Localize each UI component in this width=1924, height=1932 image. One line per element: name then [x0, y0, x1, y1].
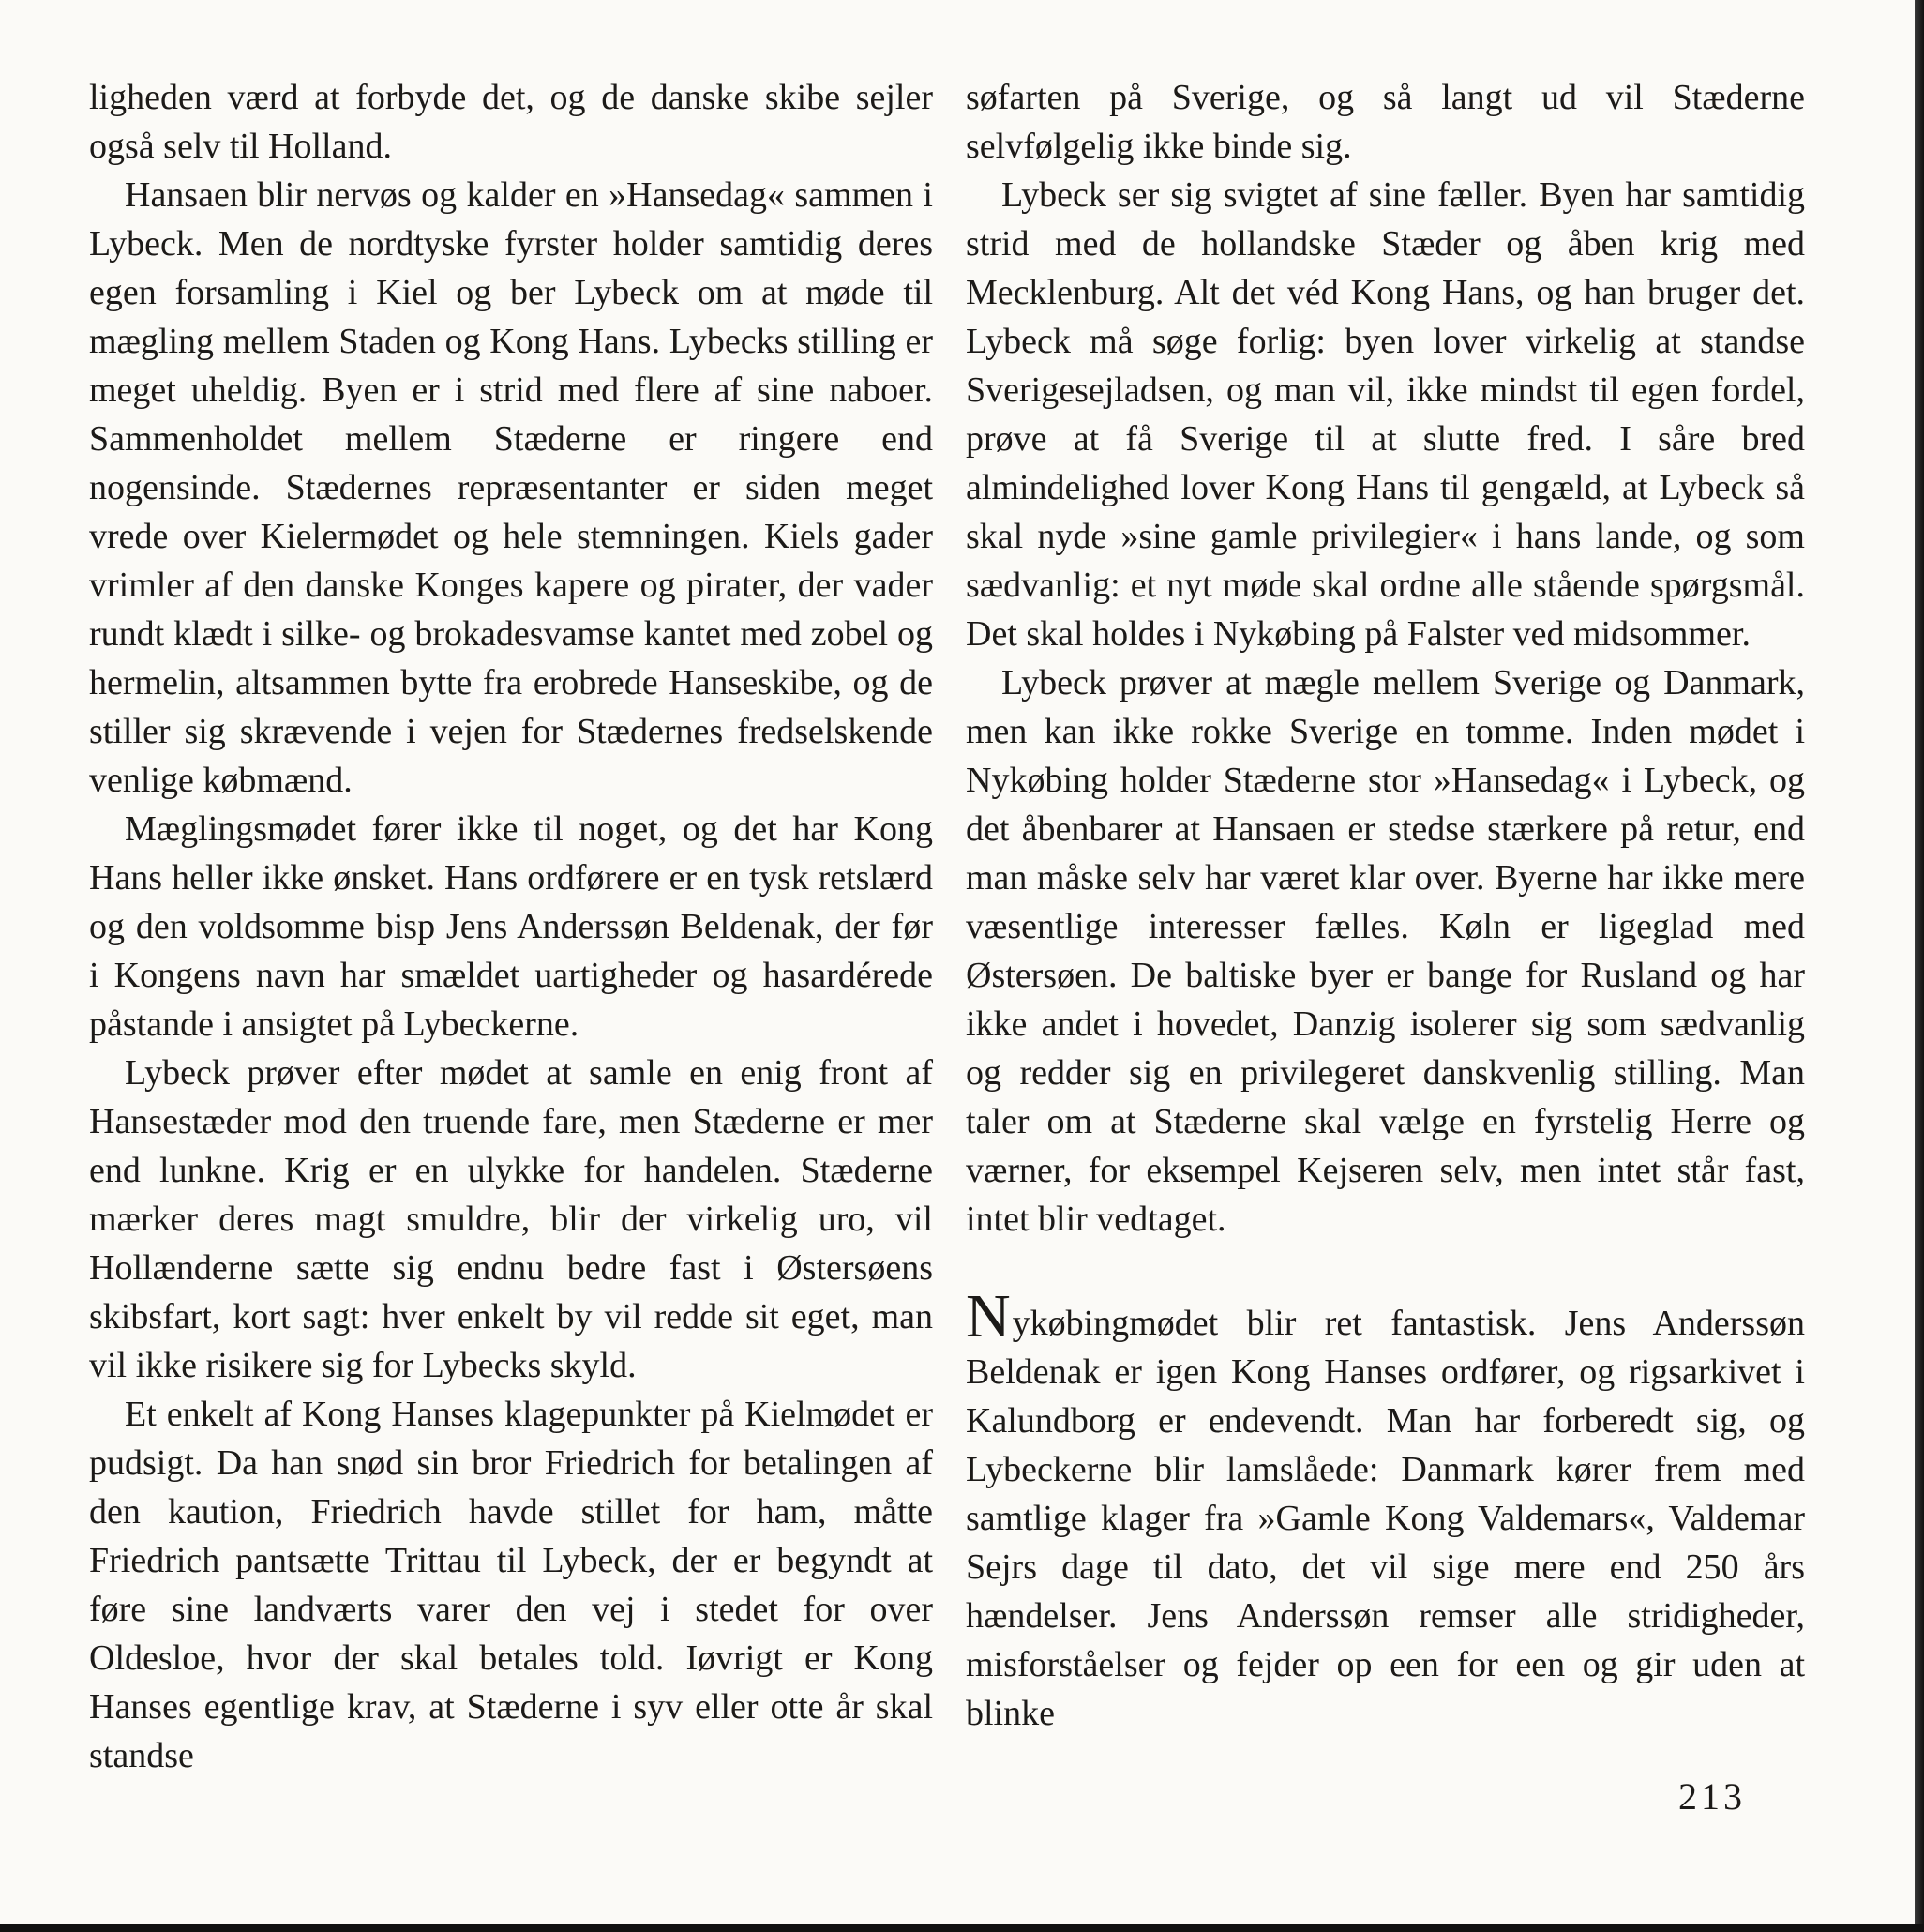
- right-column: [966, 73, 1805, 1738]
- paragraph: Mæglingsmødet fører ikke til noget, og det har Kong Hans heller ikke ønsket. Hans ordførere er en tysk retslærd og den voldsomme bisp Jens Anderssøn Beldenak, der før i Kongens navn har smældet uartigheder og hasardérede påstande i ansigtet på Lybeckerne.: [89, 809, 933, 1044]
- paragraph: Lybeck prøver efter mødet at samle en enig front af Hansestæder mod den truende fare, men Stæderne er mer end lunkne. Krig er en ulykke for handelen. Stæderne mærker deres magt smuldre, blir der virkelig uro, vil Hollænderne sætte sig endnu bedre fast i Østersøens skibsfart, kort sagt: hver enkelt by vil redde sit eget, man vil ikke risikere sig for Lybecks skyld.: [89, 1053, 933, 1385]
- page-edge-bottom: [0, 1924, 1924, 1932]
- paragraph: søfarten på Sverige, og så langt ud vil Stæderne selvfølgelig ikke binde sig.: [966, 78, 1805, 166]
- section-paragraph: [966, 1282, 1805, 1738]
- page-edge: [1915, 0, 1924, 1932]
- paragraph: Lybeck prøver at mægle mellem Sverige og Danmark, men kan ikke rokke Sverige en tomme. Inden mødet i Nykøbing holder Stæderne stor »Hansedag« i Lybeck, og det åbenbarer at Hansaen er stedse stærkere på retur, end man måske selv har været klar over. Byerne har ikke mere væsentlige interesser fælles. Køln er ligeglad med Østersøen. De baltiske byer er bange for Rusland og har ikke andet i hovedet, Danzig isolerer sig som sædvanlig og redder sig en privilegeret danskvenlig stilling. Man taler om at Stæderne skal vælge en fyrstelig Herre og værner, for eksempel Kejseren selv, men intet står fast, intet blir vedtaget.: [966, 663, 1805, 1239]
- paragraph: Hansaen blir nervøs og kalder en »Hansedag« sammen i Lybeck. Men de nordtyske fyrster holder samtidig deres egen forsamling i Kiel og ber Lybeck om at møde til mægling mellem Staden og Kong Hans. Lybecks stilling er meget uheldig. Byen er i strid med flere af sine naboer. Sammenholdet mellem Stæderne er ringere end nogensinde. Stædernes repræsentanter er siden meget vrede over Kielermødet og hele stemningen. Kiels gader vrimler af den danske Konges kapere og pirater, der vader rundt klædt i silke- og brokadesvamse kantet med zobel og hermelin, altsammen bytte fra erobrede Hanseskibe, og de stiller sig skrævende i vejen for Stædernes fredselskende venlige købmænd.: [89, 175, 933, 800]
- left-column: [89, 73, 933, 1780]
- section-text: ykøbingmødet blir ret fantastisk. Jens Anderssøn Beldenak er igen Kong Hanses ordfører, og rigsarkivet i Kalundborg er endevendt. Man har forberedt sig, og Lybeckerne blir lamslåede: Danmark kører frem med samtlige klager fra »Gamle Kong Valdemars«, Valdemar Sejrs dage til dato, det vil sige mere end 250 års hændelser. Jens Anderssøn remser alle stridigheder, misforståelser og fejder op een for een og gir uden at blinke: [966, 1304, 1805, 1733]
- drop-cap: N: [966, 1282, 1011, 1351]
- page-number: 213: [1678, 1775, 1746, 1818]
- paragraph: Et enkelt af Kong Hanses klagepunkter på Kielmødet er pudsigt. Da han snød sin bror Friedrich for betalingen af den kaution, Friedrich havde stillet for ham, måtte Friedrich pantsætte Trittau til Lybeck, der er begyndt at føre sine landværts varer den vej i stedet for over Oldesloe, hvor der skal betales told. Iøvrigt er Kong Hanses egentlige krav, at Stæderne i syv eller otte år skal standse: [89, 1395, 933, 1775]
- paragraph: Lybeck ser sig svigtet af sine fæller. Byen har samtidig strid med de hollandske Stæder og åben krig med Mecklenburg. Alt det véd Kong Hans, og han bruger det. Lybeck må søge forlig: byen lover virkelig at standse Sverigesejladsen, og man vil, ikke mindst til egen fordel, prøve at få Sverige til at slutte fred. I såre bred almindelighed lover Kong Hans til gengæld, at Lybeck så skal nyde »sine gamle privilegier« i hans lande, og som sædvanlig: et nyt møde skal ordne alle stående spørgsmål. Det skal holdes i Nykøbing på Falster ved midsommer.: [966, 175, 1805, 654]
- paragraph: ligheden værd at forbyde det, og de danske skibe sejler også selv til Holland.: [89, 78, 933, 166]
